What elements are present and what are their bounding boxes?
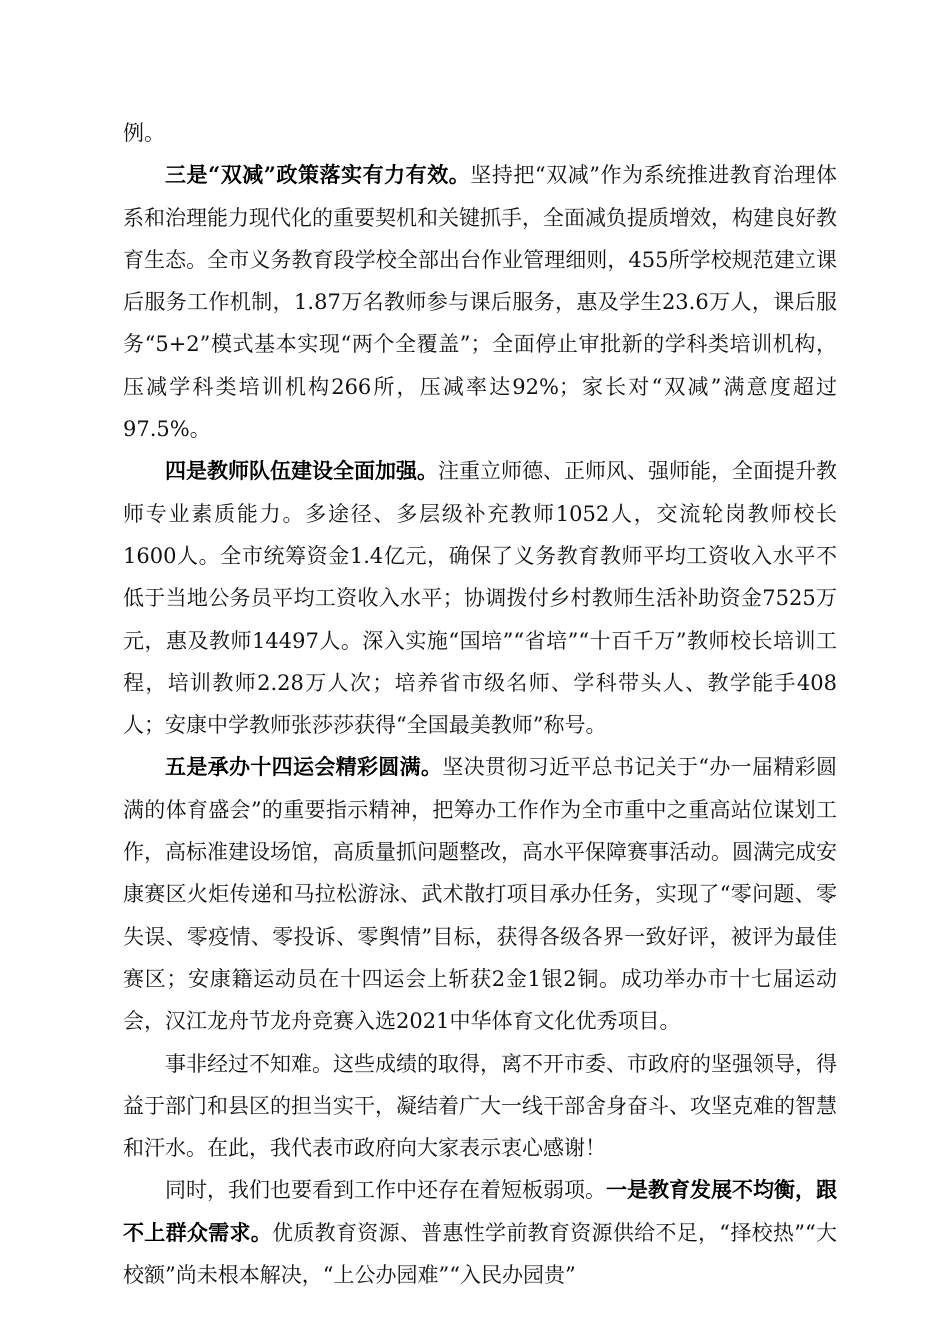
paragraph-continuation: [123, 112, 837, 154]
paragraph-heading: 四是教师队伍建设全面加强。: [165, 458, 438, 484]
paragraph-text-continued: 优质教育资源、普惠性学前教育资源供给不足，“择校热”“大校额”尚未根本解决，“上公办园难”“入民办园贵”: [123, 1220, 837, 1288]
paragraph-heading: 三是“双减”政策落实有力有效。: [165, 162, 471, 188]
paragraph-double-reduction: [123, 154, 837, 450]
paragraph-text: 注重立师德、正师风、强师能，全面提升教师专业素质能力。多途径、多层级补充教师1052人，交流轮岗教师校长1600人。全市统筹资金1.4亿元，确保了义务教育教师平均工资收入水平不低于当地公务员平均工资收入水平；协调拨付乡村教师生活补助资金7525万元，惠及教师14497人。深入实施“国培”“省培”“十百千万”教师校长培训工程，培训教师2.28万人次；培养省市级名师、学科带头人、教学能手408人；安康中学教师张莎莎获得“全国最美教师”称号。: [123, 459, 837, 738]
paragraph-acknowledgement: [123, 1043, 837, 1170]
paragraph-text: 事非经过不知难。这些成绩的取得，离不开市委、市政府的坚强领导，得益于部门和县区的担当实干，凝结着广大一线干部舍身奋斗、攻坚克难的智慧和汗水。在此，我代表市政府向大家表示衷心感谢！: [123, 1051, 837, 1161]
paragraph-national-games: [123, 746, 837, 1042]
paragraph-teacher-team: [123, 450, 837, 746]
paragraph-heading: 一是教育发展不均衡，跟不上群众需求。: [123, 1177, 837, 1245]
paragraph-shortcomings: [123, 1169, 837, 1296]
paragraph-text: 例。: [123, 121, 165, 145]
document-body: [123, 112, 837, 1296]
paragraph-text: 坚持把“双减”作为系统推进教育治理体系和治理能力现代化的重要契机和关键抓手，全面减负提质增效，构建良好教育生态。全市义务教育段学校全部出台作业管理细则，455所学校规范建立课后服务工作机制，1.87万名教师参与课后服务，惠及学生23.6万人，课后服务“5+2”模式基本实现“两个全覆盖”；全面停止审批新的学科类培训机构，压减学科类培训机构266所，压减率达92%；家长对“双减”满意度超过97.5%。: [123, 163, 837, 442]
paragraph-heading: 五是承办十四运会精彩圆满。: [165, 754, 443, 780]
paragraph-text: 坚决贯彻习近平总书记关于“办一届精彩圆满的体育盛会”的重要指示精神，把筹办工作作为全市重中之重高站位谋划工作，高标准建设场馆，高质量抓问题整改，高水平保障赛事活动。圆满完成安康赛区火炬传递和马拉松游泳、武术散打项目承办任务，实现了“零问题、零失误、零疫情、零投诉、零舆情”目标，获得各级各界一致好评，被评为最佳赛区；安康籍运动员在十四运会上斩获2金1银2铜。成功举办市十七届运动会，汉江龙舟节龙舟竞赛入选2021中华体育文化优秀项目。: [123, 755, 838, 1034]
paragraph-text: 同时，我们也要看到工作中还存在着短板弱项。: [165, 1178, 606, 1203]
